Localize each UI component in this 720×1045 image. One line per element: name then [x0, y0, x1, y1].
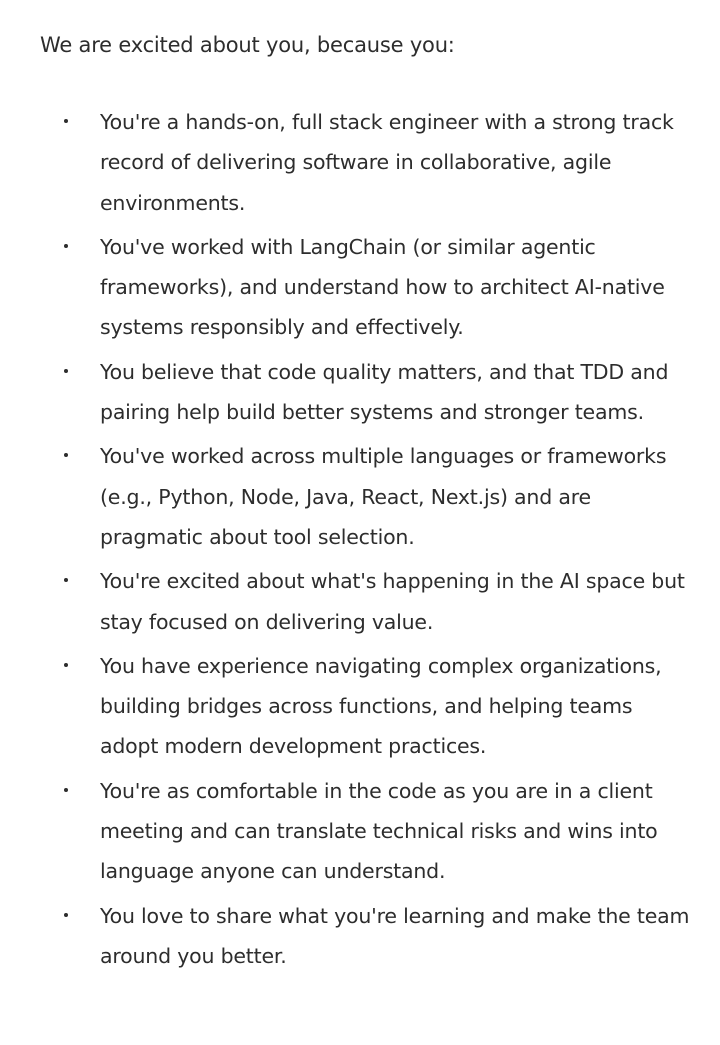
- list-item-text: You love to share what you're learning and make the team around you better.: [100, 903, 690, 968]
- bullet-icon: [64, 578, 68, 582]
- list-item: [40, 771, 690, 892]
- list-item: [40, 646, 690, 767]
- list-item: [40, 561, 690, 642]
- bullet-icon: [64, 788, 68, 792]
- bullet-icon: [64, 663, 68, 667]
- list-item-text: You've worked with LangChain (or similar agentic frameworks), and understand how to architect AI-native systems responsibly and effectively.: [100, 234, 665, 340]
- qualifications-list: [40, 102, 720, 976]
- list-item-text: You're excited about what's happening in the AI space but stay focused on delivering value.: [100, 569, 685, 634]
- list-item: [40, 227, 690, 348]
- list-item-text: You believe that code quality matters, and that TDD and pairing help build better systems and stronger teams.: [100, 359, 669, 425]
- list-item: [40, 436, 690, 557]
- bullet-icon: [64, 369, 68, 373]
- bullet-icon: [64, 913, 68, 917]
- list-item-text: You've worked across multiple languages or frameworks (e.g., Python, Node, Java, React, Next.js) and are pragmatic about tool selection.: [100, 444, 667, 549]
- list-item: [40, 102, 690, 223]
- section-intro: We are excited about you, because you:: [40, 33, 455, 57]
- list-item-text: You're as comfortable in the code as you are in a client meeting and can translate technical risks and wins into language anyone can understand.: [100, 778, 658, 884]
- bullet-icon: [64, 244, 68, 248]
- list-item: [40, 352, 690, 433]
- list-item-text: You're a hands-on, full stack engineer with a strong track record of delivering software in collaborative, agile environments.: [100, 110, 674, 215]
- list-item-text: You have experience navigating complex organizations, building bridges across functions, and helping teams adopt modern development practices.: [100, 653, 662, 759]
- list-item: [40, 896, 690, 977]
- bullet-icon: [64, 119, 68, 123]
- bullet-icon: [64, 453, 68, 457]
